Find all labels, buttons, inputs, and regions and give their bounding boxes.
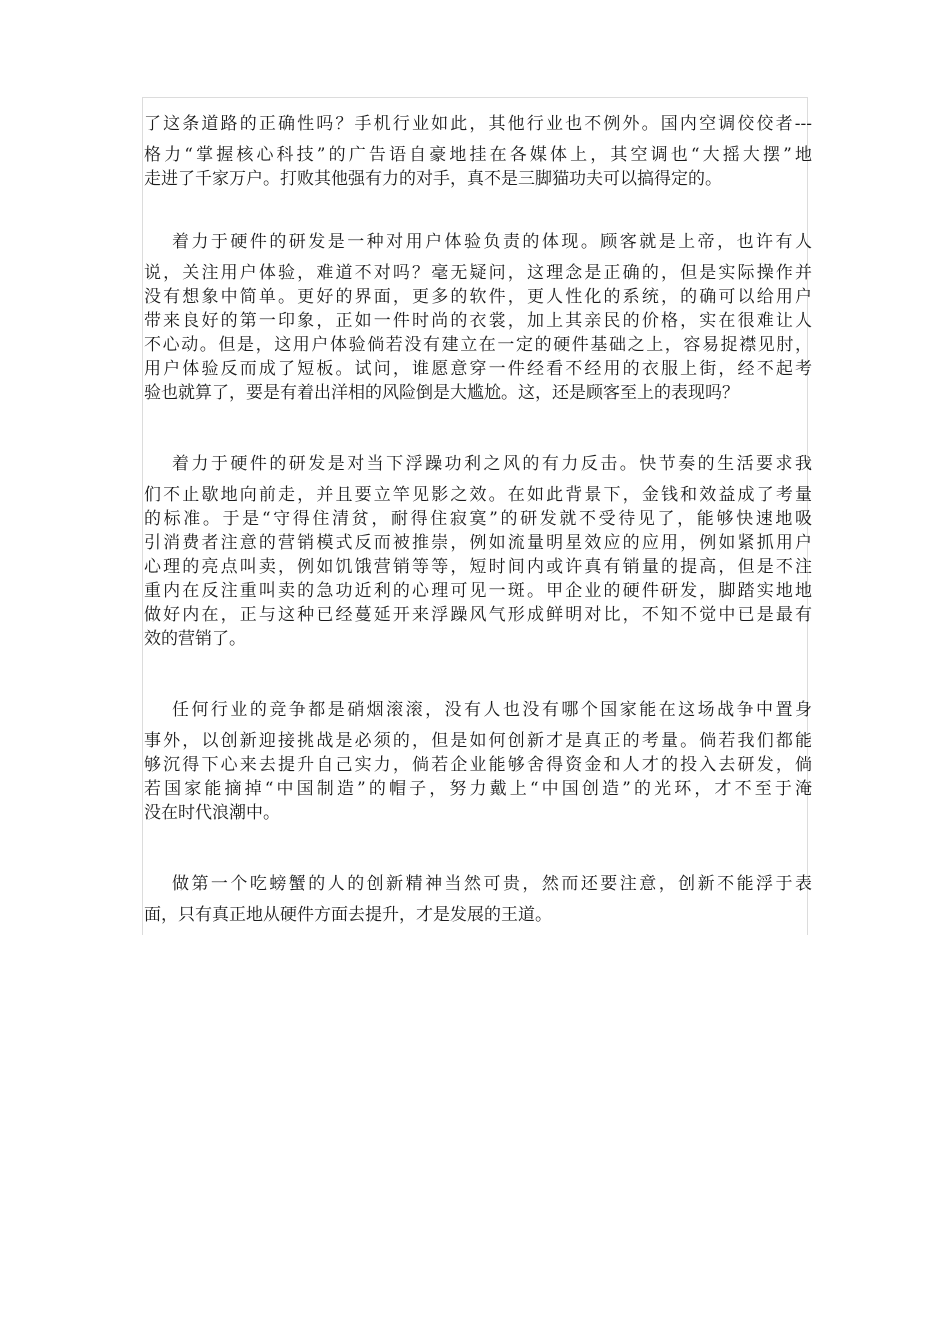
paragraph-line: 着力于硬件的研发是对当下浮躁功利之风的有力反击。快节奏的生活要求我 bbox=[172, 454, 812, 474]
paragraph-line: 着力于硬件的研发是一种对用户体验负责的体现。顾客就是上帝，也许有人 bbox=[172, 232, 812, 252]
paragraph-line: 了这条道路的正确性吗？手机行业如此，其他行业也不例外。国内空调佼佼者--- bbox=[144, 114, 812, 134]
paragraph-line: 事外，以创新迎接挑战是必须的，但是如何创新才是真正的考量。倘若我们都能 bbox=[144, 731, 812, 751]
paragraph-line: 的标准。于是“守得住清贫，耐得住寂寞”的研发就不受待见了，能够快速地吸 bbox=[144, 509, 812, 529]
paragraph-line: 不心动。但是，这用户体验倘若没有建立在一定的硬件基础之上，容易捉襟见肘， bbox=[144, 335, 812, 355]
paragraph-line: 们不止歇地向前走，并且要立竿见影之效。在如此背景下，金钱和效益成了考量 bbox=[144, 485, 812, 505]
paragraph-line: 够沉得下心来去提升自己实力，倘若企业能够舍得资金和人才的投入去研发，倘 bbox=[144, 755, 812, 775]
paragraph-line: 带来良好的第一印象，正如一件时尚的衣裳，加上其亲民的价格，实在很难让人 bbox=[144, 311, 812, 331]
paragraph-line: 面，只有真正地从硬件方面去提升，才是发展的王道。 bbox=[144, 905, 552, 925]
paragraph-5 bbox=[144, 872, 812, 927]
paragraph-line: 没有想象中简单。更好的界面，更多的软件，更人性化的系统，的确可以给用户 bbox=[144, 287, 812, 307]
paragraph-line: 验也就算了，要是有着出洋相的风险倒是大尴尬。这，还是顾客至上的表现吗？ bbox=[144, 383, 739, 403]
paragraph-4 bbox=[144, 698, 812, 825]
paragraph-line: 任何行业的竞争都是硝烟滚滚，没有人也没有哪个国家能在这场战争中置身 bbox=[172, 700, 812, 720]
paragraph-line: 心理的亮点叫卖，例如饥饿营销等等，短时间内或许真有销量的提高，但是不注 bbox=[144, 557, 812, 577]
paragraph-1 bbox=[144, 112, 812, 191]
paragraph-line: 引消费者注意的营销模式反而被推崇，例如流量明星效应的应用，例如紧抓用户 bbox=[144, 533, 812, 553]
paragraph-line: 若国家能摘掉“中国制造”的帽子，努力戴上“中国创造”的光环，才不至于淹 bbox=[144, 779, 812, 799]
paragraph-3 bbox=[144, 452, 812, 651]
paragraph-line: 用户体验反而成了短板。试问，谁愿意穿一件经看不经用的衣服上街，经不起考 bbox=[144, 359, 812, 379]
paragraph-line: 格力“掌握核心科技”的广告语自豪地挂在各媒体上，其空调也“大摇大摆”地 bbox=[144, 145, 812, 165]
paragraph-line: 效的营销了。 bbox=[144, 629, 246, 649]
paragraph-line: 说，关注用户体验，难道不对吗？毫无疑问，这理念是正确的，但是实际操作并 bbox=[144, 263, 812, 283]
paragraph-line: 重内在反注重叫卖的急功近利的心理可见一斑。甲企业的硬件研发，脚踏实地地 bbox=[144, 581, 812, 601]
paragraph-line: 没在时代浪潮中。 bbox=[144, 803, 280, 823]
paragraph-line: 走进了千家万户。打败其他强有力的对手，真不是三脚猫功夫可以搞得定的。 bbox=[144, 169, 722, 189]
paragraph-2 bbox=[144, 230, 812, 405]
paragraph-line: 做第一个吃螃蟹的人的创新精神当然可贵，然而还要注意，创新不能浮于表 bbox=[172, 874, 812, 894]
paragraph-line: 做好内在，正与这种已经蔓延开来浮躁风气形成鲜明对比，不知不觉中已是最有 bbox=[144, 605, 812, 625]
